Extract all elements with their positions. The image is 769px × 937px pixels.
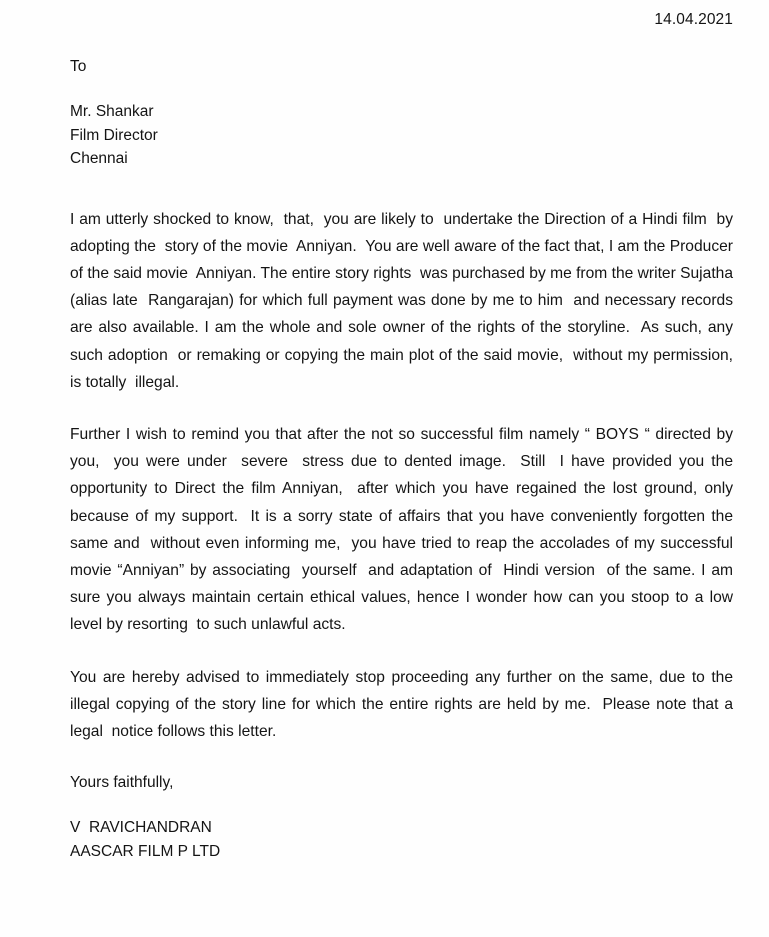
letter-date: 14.04.2021 [654, 11, 733, 28]
body-paragraph-1: I am utterly shocked to know, that, you are likely to undertake the Direction of a Hindi film by adopting the story of the movie Anniyan. You are well aware of the fact that, I am the Producer of the said movie Anniyan. The entire story rights was purchased by me from the writer Sujatha (alias late Rangarajan) for which full payment was done by me to him and necessary records are also available. I am the whole and sole owner of the rights of the storyline. As such, any such adoption or remaking or copying the main plot of the said movie, without my permission, is totally illegal. [70, 210, 742, 391]
addressee-block [70, 100, 733, 171]
closing-line: Yours faithfully, [70, 774, 174, 792]
body-paragraph-3: You are hereby advised to immediately stop proceeding any further on the same, due to the illegal copying of the story line for which the entire rights are held by me. Please note that a legal notice follows this letter. [70, 668, 742, 740]
letter-content [70, 0, 742, 863]
addressee-title: Film Director [70, 126, 158, 144]
body-paragraph-2: Further I wish to remind you that after the not so successful film namely “ BOYS “ directed by you, you were under severe stress due to dented image. Still I have provided you the opportunity to Direct the film Anniyan, after which you have regained the lost ground, only because of my support. It is a sorry state of affairs that you have conveniently forgotten the same and without even informing me, you have tried to reap the accolades of my successful movie “Anniyan” by associating yourself and adaptation of Hindi version of the same. I am sure you always maintain certain ethical values, hence I wonder how can you stoop to a low level by resorting to such unlawful acts. [70, 425, 742, 634]
signatory-name: V RAVICHANDRAN [70, 819, 212, 837]
to-label: To [70, 58, 87, 75]
addressee-name: Mr. Shankar [70, 103, 154, 120]
addressee-city: Chennai [70, 150, 128, 167]
signatory-company: AASCAR FILM P LTD [70, 842, 221, 860]
signature-block [70, 816, 733, 863]
